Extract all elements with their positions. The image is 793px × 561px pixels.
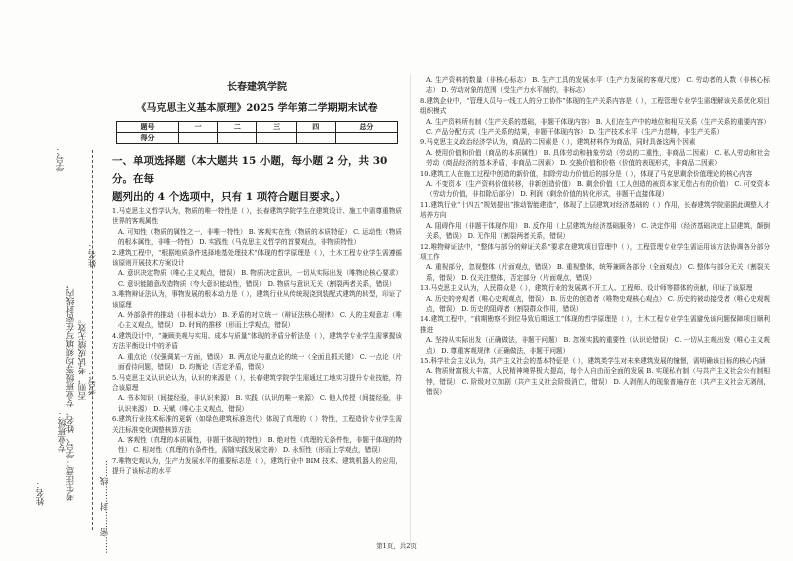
left-question-list [112, 206, 402, 477]
question-item [420, 200, 770, 242]
question-options: A. 生产资料所有制（生产关系的基础，非题干体现内容） B. 人们在生产中的地位和相互关系（生产关系的重要内容） C. 产品分配方式（生产关系的结果，非题干体现内容） D. 生产技术水平（生产力范畴，非生产关系） [426, 117, 770, 137]
score-cell [257, 133, 296, 144]
score-cell [218, 133, 257, 144]
question-options: A. 坚持从实际出发（正确做法，非题干问题） B. 忽视实践的重要性（认识论错误） C. 一切从主观出发（唯心主义观点） D. 尊重客观规律（正确做法，非题干问题） [426, 336, 770, 355]
school-name: 长春建筑学院 [227, 82, 287, 93]
question-options: A. 外部条件的推动（非根本动力） B. 矛盾的对立统一（辩证法核心规律） C. 人的主观意志（唯心主义观点，错误） D. 时间的推移（形而上学观点，错误） [118, 311, 402, 330]
left-column [112, 78, 402, 477]
question-item [112, 414, 402, 456]
exam-title: 《马克思主义基本原理》2025 学年第二学期期末试卷 [136, 103, 378, 114]
score-cell: 三 [257, 122, 296, 133]
question-options: A. 可知性（物质的属性之一，非唯一特性） B. 客观实在性（物质的本质特征） C. 运动性（物质的根本属性，非唯一特性） D. 实践性（马克思主义哲学的首要观点，非物质特性） [118, 227, 402, 247]
question-options: A. 历史的旁观者（唯心史观观点，错误） B. 历史的创造者（唯物史观核心观点） C. 历史的被动接受者（唯心史观观点，错误） D. 历史的阻碍者（割裂群众作用，错误） [426, 294, 770, 313]
student-id-label: 学号： [56, 146, 66, 172]
major-class-label: 专业班级： [58, 410, 68, 453]
column-divider [410, 75, 411, 545]
score-cell [335, 133, 397, 144]
question-item [420, 242, 770, 284]
section-heading-line-1: 一、单项选择题（本大题共 15 小题，每小题 2 分，共 30 分。在每 [112, 155, 388, 185]
question-item [420, 96, 770, 138]
score-cell: 四 [296, 122, 335, 133]
question-stem: 13.马克思主义认为，人民群众是（ ），建筑行业的发展离不开工人、工程师、设计师等群体的贡献，印证了该原理 [420, 284, 753, 293]
question-item [420, 283, 770, 314]
question-options: A. 书本知识（间接经验，非认识来源） B. 实践（认识的唯一来源） C. 他人传授（间接经验，非认识来源） D. 天赋（唯心主义观点，错误） [118, 394, 402, 413]
question-stem: 12.唯物辩证法中，“整体与部分的辩证关系”要求在建筑项目管理中（ ），工程管理专业学生需运用该方法协调各分部分项工作 [420, 242, 770, 261]
right-question-list [420, 75, 770, 398]
question-options: A. 意识决定物质（唯心主义观点，错误） B. 物质决定意识，一切从实际出发（唯物论核心要求） C. 意识能随意改造物质（夸大意识能动性，错误） D. 物质与意识无关（割裂两者关系，错误） [118, 269, 402, 288]
question-stem: 11.建筑行业“十四五”规划提出“推动智能建造”，体现了上层建筑对经济基础的（ ）作用，长春建筑学院需据此调整人才培养方向 [420, 200, 770, 220]
question-stem: 15.科学社会主义认为，共产主义社会的基本特征是（ ），建筑类学生对未来建筑发展的憧憬，需明确该目标的核心内涵 [420, 356, 766, 365]
question-item [420, 169, 770, 200]
question-options: A. 重视部分，忽视整体（片面观点，错误） B. 重视整体，统筹兼顾各部分（全面观点） C. 整体与部分无关（割裂关系，错误） D. 仅关注整体，否定部分（片面观点，错误） [426, 263, 770, 282]
question-options: A. 生产资料的数量（非核心标志） B. 生产工具的发展水平（生产力发展的客观尺度） C. 劳动者的人数（非核心标志） D. 劳动对象的范围（受生产力水平制约，非标志） [426, 76, 770, 95]
question-options: A. 阻碍作用（非题干体现作用） B. 反作用（上层建筑为经济基础服务） C. 决定作用（经济基础决定上层建筑，颠倒关系，错误） D. 无作用（割裂两者关系，错误） [426, 221, 770, 241]
score-cell: 二 [218, 122, 257, 133]
question-stem: 3.唯物辩证法认为，事物发展的根本动力是（ ），建筑行业从传统现浇到装配式建筑的转型，印证了该原理 [112, 290, 402, 309]
section-heading-line-2: 题列出的 4 个选项中，只有 1 项符合题目要求。） [112, 191, 346, 203]
question-stem: 1.马克思主义哲学认为，物质的唯一特性是（ ），长春建筑学院学生在建筑设计、施工中需尊重物质世界的客观属性 [112, 207, 402, 226]
section-heading [112, 152, 402, 206]
question-item [112, 206, 402, 248]
question-item [420, 75, 770, 96]
score-cell: 题号 [117, 122, 179, 133]
seal-line [92, 150, 93, 530]
binding-margin [18, 130, 118, 554]
page-footer: 第1页，共2页 [376, 542, 417, 550]
question-stem: 8.建筑企业中，“管理人员与一线工人的分工协作”体现的生产关系内容是（ ），工程管理专业学生需理解该关系优化项目组织模式 [420, 96, 770, 116]
warning-line-2: 否则，考试成绩无效。 [78, 315, 88, 400]
question-stem: 6.建筑行业技术标准的更新（如绿色建筑标准迭代）体现了真理的（ ）特性，工程造价专业学生需关注标准变化调整核算方法 [112, 415, 402, 434]
question-item [112, 373, 402, 415]
exam-number-label: 考号： [88, 370, 98, 396]
question-stem: 14.建筑工程中，“前期勘察不到位导致后期返工”体现的哲学原理是（ ），土木工程专业学生需避免该问题保障项目顺利推进 [420, 315, 770, 334]
question-item [420, 356, 770, 398]
score-table-score-row [117, 133, 398, 144]
question-stem: 7.唯物史观认为，生产力发展水平的重要标志是（ ），建筑行业中 BIM 技术、建筑机器人的应用，提升了该标志的水平 [112, 456, 402, 476]
question-stem: 4.建筑设计中，“兼顾美观与实用、成本与质量”体现的矛盾分析法是（ ），建筑学专业学生需掌握该方法平衡设计中的矛盾 [112, 331, 402, 351]
question-stem: 5.马克思主义认识论认为，认识的来源是（ ），长春建筑学院学生需通过工地实习提升专业技能，符合该原理 [112, 373, 402, 392]
question-options: A. 物质财富极大丰富，人民精神境界极大提高，每个人自由而全面的发展 B. 实现私有制（与共产主义社会公有制相悖，错误） C. 阶级对立加剧（共产主义社会阶级消亡，错误） D. 人剥削人的现象普遍存在（共产主义社会无剥削，错误） [426, 367, 770, 397]
question-stem: 9.马克思主义政治经济学认为，商品的二因素是（ ），建筑材料作为商品，同时具备这两个因素 [420, 138, 696, 147]
question-stem: 2.建筑工程中，“根据地质条件选择地基处理技术”体现的哲学原理是（ ），土木工程专业学生需遵循该原则开展技术方案设计 [112, 248, 402, 268]
score-table-header-row [117, 122, 398, 133]
seal-text: ……密……封……线…… [100, 460, 110, 554]
question-options: A. 使用价值和价值（商品的本质属性） B. 具体劳动和抽象劳动（劳动的二重性，非商品二因素） C. 私人劳动和社会劳动（商品经济的基本矛盾，非商品二因素） D. 交换价值和价格（价值的表现形式，非商品二因素） [426, 148, 770, 168]
score-cell: 一 [179, 122, 218, 133]
score-cell: 得分 [117, 133, 179, 144]
question-item [420, 137, 770, 168]
question-options: A. 不变资本（生产资料价值转移，非新创造价值） B. 剩余价值（工人创造的被资本家无偿占有的价值） C. 可变资本（劳动力价值，非扣除后部分） D. 利润（剩余价值的转化形式，非题干直接体现） [426, 180, 770, 199]
score-cell: 总分 [335, 122, 397, 133]
name-label: 姓名： [88, 242, 98, 268]
right-column [420, 75, 770, 398]
question-stem: 10.建筑工人在施工过程中创造的新价值，扣除劳动力价值后的部分是（ ），体现了马克思剩余价值理论的核心内容 [420, 169, 753, 178]
score-cell [296, 133, 335, 144]
question-item [112, 248, 402, 290]
question-item [112, 289, 402, 331]
name-label-2: 姓名： [36, 480, 46, 506]
question-item [112, 331, 402, 373]
question-options: A. 重点论（仅强调某一方面，错误） B. 两点论与重点论的统一（全面且抓关键） C. 一点论（片面看待问题，错误） D. 均衡论（否定矛盾，错误） [118, 352, 402, 372]
score-table [116, 121, 398, 144]
warning-line-1: 考生注意：学号、姓名、专业班级等均须填写在密封线内， [66, 280, 76, 501]
question-options: A. 客观性（真理的本质属性，非题干体现的特性） B. 绝对性（真理的无条件性，非题干体现的特性） C. 相对性（真理的有条件性，需随实践发展完善） D. 永恒性（形而上学观点，错误） [118, 435, 402, 455]
question-item [112, 456, 402, 477]
question-item [420, 314, 770, 356]
score-cell [179, 133, 218, 144]
